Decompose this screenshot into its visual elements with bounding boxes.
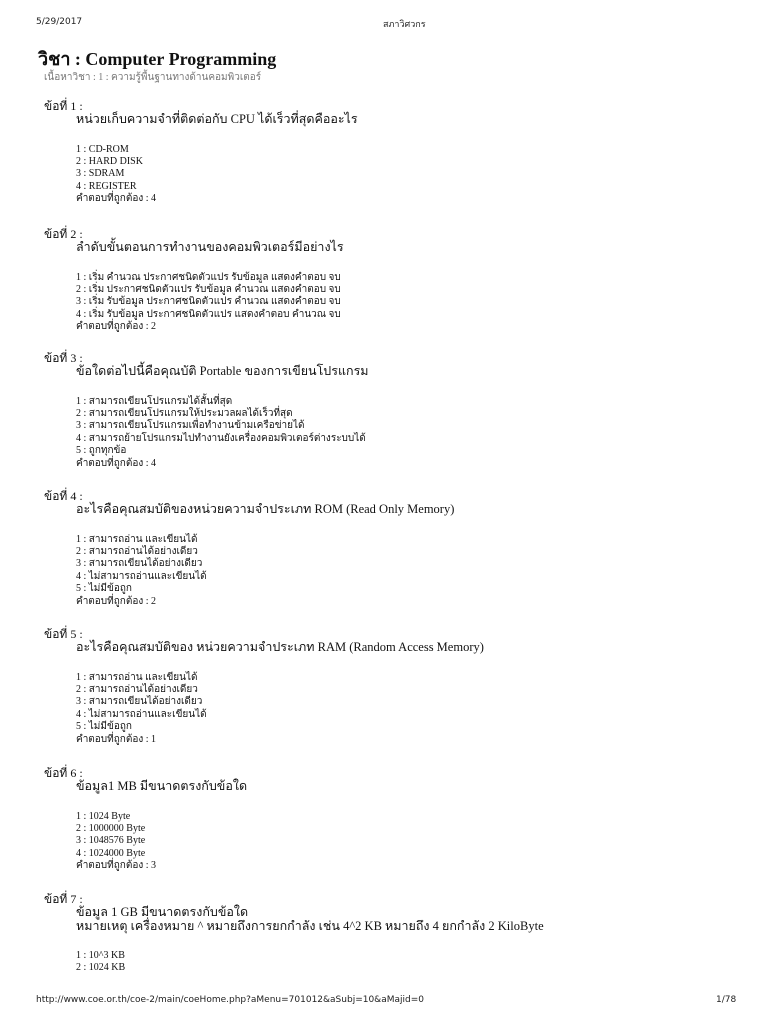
answer-options — [76, 272, 344, 322]
answer-option: 2 : สามารถอ่านได้อย่างเดียว — [76, 683, 198, 695]
correct-answer: คำตอบที่ถูกต้อง : 4 — [76, 193, 157, 205]
answer-option: 2 : สามารถอ่านได้อย่างเดียว — [76, 545, 198, 557]
answer-option: 3 : สามารถเขียนโปรแกรมเพื่อทำงานข้ามเครือข่ายได้ — [76, 420, 305, 432]
answer-option: 1 : เริ่ม คำนวณ ประกาศชนิดตัวแปร รับข้อมูล แสดงคำตอบ จบ — [76, 271, 341, 283]
answer-option: 3 : สามารถเขียนได้อย่างเดียว — [76, 558, 203, 570]
answer-option: 4 : สามารถย้ายโปรแกรมไปทำงานยังเครื่องคอมพิวเตอร์ต่างระบบได้ — [76, 432, 366, 444]
question-text: ลำดับขั้นตอนการทำงานของคอมพิวเตอร์มีอย่างไร — [76, 240, 344, 254]
question-number: ข้อที่ 4 : — [44, 489, 83, 503]
question-number: ข้อที่ 5 : — [44, 627, 83, 641]
question-number: ข้อที่ 2 : — [44, 227, 83, 241]
answer-option: 4 : ไม่สามารถอ่านและเขียนได้ — [76, 708, 207, 720]
question-text: ข้อใดต่อไปนี้คือคุณบัติ Portable ของการเขียนโปรแกรม — [76, 364, 369, 378]
answer-options — [76, 396, 369, 458]
answer-option: 4 : ไม่สามารถอ่านและเขียนได้ — [76, 570, 207, 582]
answer-options — [76, 950, 544, 975]
answer-option: 4 : REGISTER — [76, 180, 137, 192]
answer-options — [76, 144, 358, 194]
answer-option: 1 : 10^3 KB — [76, 950, 125, 961]
course-subtitle: เนื้อหาวิชา : 1 : ความรู้พื้นฐานทางด้านคอมพิวเตอร์ — [44, 72, 262, 83]
answer-option: 1 : สามารถเขียนโปรแกรมได้สั้นที่สุด — [76, 395, 233, 407]
question-2 — [44, 228, 344, 334]
answer-option: 1 : สามารถอ่าน และเขียนได้ — [76, 671, 198, 683]
answer-options — [76, 811, 247, 861]
answer-option: 2 : สามารถเขียนโปรแกรมให้ประมวลผลได้เร็วที่สุด — [76, 407, 293, 419]
answer-option: 3 : SDRAM — [76, 168, 125, 180]
question-number: ข้อที่ 3 : — [44, 351, 83, 365]
answer-options — [76, 672, 484, 734]
question-1 — [44, 100, 358, 206]
answer-option: 2 : เริ่ม ประกาศชนิดตัวแปร รับข้อมูล คำนวณ แสดงคำตอบ จบ — [76, 283, 341, 295]
answer-option: 1 : สามารถอ่าน และเขียนได้ — [76, 533, 198, 545]
question-number: ข้อที่ 6 : — [44, 766, 83, 780]
print-page-title: สภาวิศวกร — [383, 20, 426, 30]
correct-answer: คำตอบที่ถูกต้อง : 1 — [76, 733, 157, 745]
question-6 — [44, 767, 247, 873]
question-7 — [44, 893, 544, 975]
answer-option: 3 : เริ่ม รับข้อมูล ประกาศชนิดตัวแปร คำนวณ แสดงคำตอบ จบ — [76, 296, 341, 308]
question-text: หมายเหตุ เครื่องหมาย ^ หมายถึงการยกกำลัง เช่น 4^2 KB หมายถึง 4 ยกกำลัง 2 KiloByte — [76, 918, 544, 933]
answer-option: 5 : ไม่มีข้อถูก — [76, 583, 132, 595]
question-5 — [44, 628, 484, 746]
course-title: วิชา : Computer Programming — [38, 49, 277, 69]
page-number: 1/78 — [716, 995, 737, 1005]
question-text: หน่วยเก็บความจำที่ติดต่อกับ CPU ได้เร็วที่สุดคืออะไร — [76, 112, 358, 126]
answer-option: 1 : CD-ROM — [76, 143, 129, 155]
answer-option: 5 : ไม่มีข้อถูก — [76, 721, 132, 733]
answer-options — [76, 534, 454, 596]
answer-option: 2 : 1000000 Byte — [76, 822, 146, 834]
question-3 — [44, 352, 369, 470]
answer-option: 2 : 1024 KB — [76, 962, 126, 974]
answer-option: 5 : ถูกทุกข้อ — [76, 445, 127, 457]
answer-option: 2 : HARD DISK — [76, 155, 143, 167]
question-text: อะไรคือคุณสมบัติของหน่วยความจำประเภท ROM (Read Only Memory) — [76, 502, 455, 516]
correct-answer: คำตอบที่ถูกต้อง : 4 — [76, 457, 157, 469]
question-text: ข้อมูล 1 GB มีขนาดตรงกับข้อใด — [76, 905, 249, 919]
print-date: 5/29/2017 — [36, 17, 83, 27]
correct-answer: คำตอบที่ถูกต้อง : 2 — [76, 595, 157, 607]
answer-option: 3 : สามารถเขียนได้อย่างเดียว — [76, 696, 203, 708]
answer-option: 4 : 1024000 Byte — [76, 847, 146, 859]
question-text: อะไรคือคุณสมบัติของ หน่วยความจำประเภท RAM (Random Access Memory) — [76, 640, 484, 654]
footer-url: http://www.coe.or.th/coe-2/main/coeHome.php?aMenu=701012&aSubj=10&aMajid=0 — [36, 995, 424, 1005]
question-number: ข้อที่ 7 : — [44, 892, 83, 906]
answer-option: 1 : 1024 Byte — [76, 810, 131, 822]
answer-option: 3 : 1048576 Byte — [76, 835, 146, 847]
question-number: ข้อที่ 1 : — [44, 99, 83, 113]
correct-answer: คำตอบที่ถูกต้อง : 3 — [76, 860, 157, 872]
correct-answer: คำตอบที่ถูกต้อง : 2 — [76, 321, 157, 333]
question-text: ข้อมูล1 MB มีขนาดตรงกับข้อใด — [76, 779, 248, 793]
answer-option: 4 : เริ่ม รับข้อมูล ประกาศชนิดตัวแปร แสดงคำตอบ คำนวณ จบ — [76, 308, 341, 320]
question-4 — [44, 490, 454, 608]
